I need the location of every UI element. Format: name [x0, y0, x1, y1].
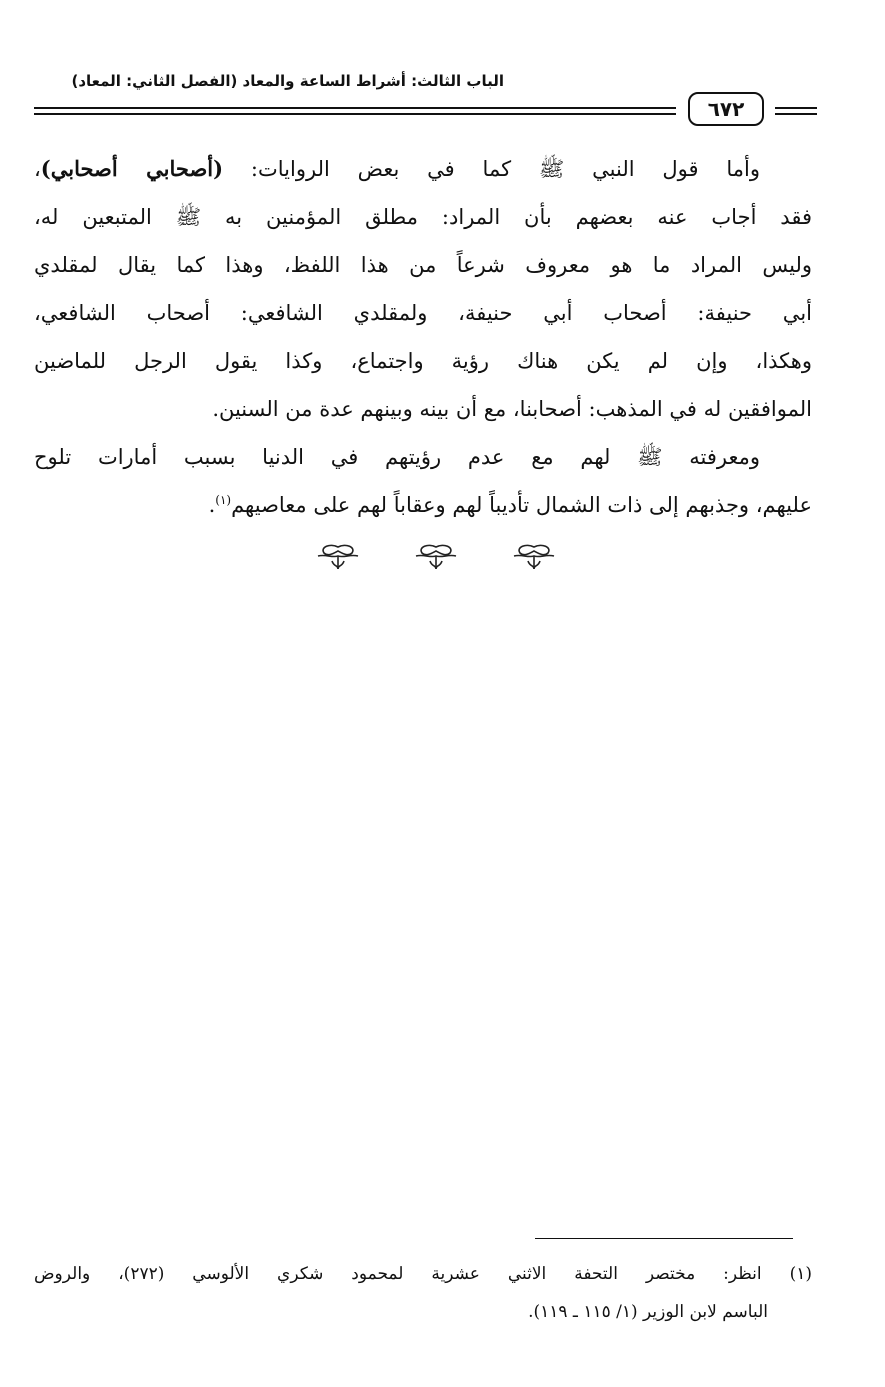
- text-run: عليهم، وجذبهم إلى ذات الشمال تأديباً لهم وعقاباً لهم على معاصيهم: [231, 493, 812, 517]
- footnote-separator: [535, 1238, 793, 1239]
- quoted-phrase: (أصحابي أصحابي): [40, 156, 224, 181]
- header-rule-right-bottom: [775, 113, 817, 115]
- text-run: ،: [34, 157, 41, 181]
- footnote-text: انظر: مختصر التحفة الاثني عشرية لمحمود شكري الألوسي (٢٧٢)، والروض: [34, 1264, 762, 1284]
- paragraph-1-line-4: أبي حنيفة: أصحاب أبي حنيفة، ولمقلدي الشافعي: أصحاب الشافعي،: [34, 301, 812, 325]
- footnote-1: [34, 1255, 812, 1331]
- section-ornament: [316, 543, 556, 579]
- fleuron-ornament-icon: [414, 543, 458, 573]
- footnote-line-2: الباسم لابن الوزير (١/ ١١٥ ـ ١١٩).: [528, 1302, 768, 1322]
- paragraph-1-line-6: الموافقين له في المذهب: أصحابنا، مع أن بينه وبينهم عدة من السنين.: [212, 397, 812, 421]
- header-rule-top: [34, 107, 676, 109]
- footnote-line-1: [34, 1255, 812, 1293]
- running-head: الباب الثالث: أشراط الساعة والمعاد (الفصل الثاني: المعاد): [71, 72, 504, 90]
- paragraph-2-line-1: ومعرفته ﷺ لهم مع عدم رؤيتهم في الدنيا بسبب أمارات تلوح: [34, 445, 760, 469]
- header-rule-right-top: [775, 107, 817, 109]
- text-run: .: [208, 493, 216, 517]
- fleuron-ornament-icon: [316, 543, 360, 573]
- paragraph-2-line-2: [34, 481, 812, 529]
- paragraph-1-line-2: فقد أجاب عنه بعضهم بأن المراد: مطلق المؤمنين به ﷺ المتبعين له،: [34, 205, 812, 229]
- paragraph-1-line-1: [34, 145, 812, 193]
- main-text: [34, 145, 812, 529]
- paragraph-1-line-5: وهكذا، وإن لم يكن هناك رؤية واجتماع، وكذا يقول الرجل للماضين: [34, 349, 812, 373]
- footnote-number: (١): [789, 1264, 812, 1284]
- paragraph-1-line-3: وليس المراد ما هو معروف شرعاً من هذا اللفظ، وهذا كما يقال لمقلدي: [34, 253, 812, 277]
- footnote-marker: (١): [215, 493, 232, 507]
- fleuron-ornament-icon: [512, 543, 556, 573]
- header-rule-bottom: [34, 113, 676, 115]
- text-run: وأما قول النبي ﷺ كما في بعض الروايات:: [223, 157, 760, 181]
- page-number: ٦٧٢: [688, 92, 764, 126]
